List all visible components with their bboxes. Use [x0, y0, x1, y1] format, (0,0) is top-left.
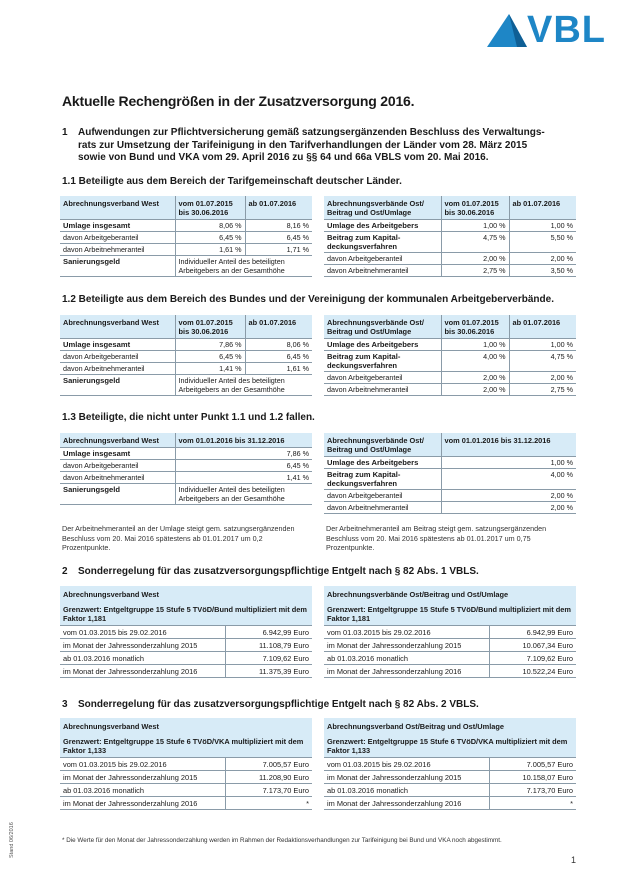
row-value: 7.173,70 Euro: [489, 784, 576, 797]
table-header-row: [60, 586, 312, 602]
row-label: im Monat der Jahressonderzahlung 2016: [60, 665, 225, 678]
header-cell: Abrechnungsverbände Ost/ Beitrag und Ost/Umlage: [324, 315, 441, 339]
row-value: 1,00 %: [441, 457, 576, 469]
table-header-row: [60, 734, 312, 758]
table-row: [324, 797, 576, 810]
table-header-row: [60, 433, 312, 448]
table-row: [60, 758, 312, 771]
section-3-number: 3: [62, 699, 68, 710]
table-row: [60, 460, 312, 472]
table-row: [60, 797, 312, 810]
row-value: 7,86 %: [175, 339, 245, 351]
row-label: Beitrag zum Kapital-deckungsverfahren: [324, 232, 441, 253]
row-label: Sanierungsgeld: [60, 484, 175, 505]
table-3-ost: [324, 718, 576, 810]
section-1-line: rats zur Umsetzung der Tarifeinigung in den Tarifverhandlungen der Länder vom 28. März 2015: [78, 139, 528, 151]
note-ost: Der Arbeitnehmeranteil am Beitrag steigt gem. satzungsergänzenden Beschluss vom 20. Mai 2016 spätestens ab 01.01.2017 um 0,75 Prozentpunkte.: [326, 524, 547, 552]
row-label: Umlage des Arbeitgebers: [324, 339, 441, 351]
row-label: davon Arbeitgeberanteil: [60, 460, 175, 472]
header-cell: vom 01.07.2015 bis 30.06.2016: [441, 196, 509, 220]
row-label: davon Arbeitnehmeranteil: [60, 472, 175, 484]
section-1-line: sowie von Bund und VKA vom 29. April 2016 zu §§ 64 und 66a VBLS vom 20. Mai 2016.: [78, 152, 489, 163]
row-value: 1,41 %: [175, 363, 245, 375]
row-value: 1,00 %: [509, 339, 576, 351]
document-title: Aktuelle Rechengrößen in der Zusatzversorgung 2016.: [62, 93, 415, 109]
row-value: 8,06 %: [175, 220, 245, 232]
vbl-triangle-icon: [487, 14, 527, 48]
table-row: [60, 639, 312, 652]
header-cell: Grenzwert: Entgeltgruppe 15 Stufe 5 TVöD/Bund multipliziert mit dem Faktor 1,181: [60, 602, 312, 626]
row-value: 6,45 %: [175, 460, 312, 472]
row-value: 7.109,62 Euro: [225, 652, 312, 665]
row-label: vom 01.03.2015 bis 29.02.2016: [60, 758, 225, 771]
row-value: 1,61 %: [245, 363, 312, 375]
section-1-text: [78, 127, 578, 165]
row-label: Beitrag zum Kapital-deckungsverfahren: [324, 351, 441, 372]
table-header-row: [60, 315, 312, 339]
row-label: Umlage insgesamt: [60, 448, 175, 460]
table-row: [60, 244, 312, 256]
table-row: [60, 472, 312, 484]
table-header-row: [60, 196, 312, 220]
header-cell: ab 01.07.2016: [245, 315, 312, 339]
row-label: Beitrag zum Kapital-deckungsverfahren: [324, 469, 441, 490]
row-value: 1,00 %: [441, 339, 509, 351]
row-value: 8,06 %: [245, 339, 312, 351]
row-value: 4,75 %: [509, 351, 576, 372]
section-1-number: 1: [62, 127, 68, 138]
table-1-1-ost: [324, 196, 576, 277]
row-value: Individueller Anteil des beteiligten Arbeitgebers an der Gesamthöhe: [175, 375, 312, 396]
table-header-row: [324, 315, 576, 339]
section-1-2-heading: 1.2 Beteiligte aus dem Bereich des Bundes und der Vereinigung der kommunalen Arbeitgeberverbände.: [62, 294, 554, 305]
table-row: [60, 771, 312, 784]
table-row: [60, 256, 312, 277]
table-row: [324, 758, 576, 771]
table-row: [324, 626, 576, 639]
note-west: Der Arbeitnehmeranteil an der Umlage steigt gem. satzungsergänzenden Beschluss vom 20. Mai 2016 spätestens ab 01.01.2017 um 0,2 Prozentpunkte.: [62, 524, 295, 552]
row-label: davon Arbeitgeberanteil: [324, 253, 441, 265]
section-2-number: 2: [62, 566, 68, 577]
header-cell: vom 01.07.2015 bis 30.06.2016: [175, 196, 245, 220]
table-row: [324, 384, 576, 396]
header-cell: Abrechnungsverband West: [60, 196, 175, 220]
table-row: [324, 220, 576, 232]
row-label: davon Arbeitnehmeranteil: [324, 265, 441, 277]
table-header-row: [324, 734, 576, 758]
row-value: 6,45 %: [175, 351, 245, 363]
table-row: [324, 253, 576, 265]
table-1-3-ost: [324, 433, 576, 514]
table-row: [60, 232, 312, 244]
row-label: ab 01.03.2016 monatlich: [324, 652, 489, 665]
header-cell: Abrechnungsverband West: [60, 315, 175, 339]
table-row: [60, 784, 312, 797]
header-cell: vom 01.01.2016 bis 31.12.2016: [441, 433, 576, 457]
row-label: vom 01.03.2015 bis 29.02.2016: [324, 758, 489, 771]
row-label: im Monat der Jahressonderzahlung 2015: [324, 771, 489, 784]
header-cell: Grenzwert: Entgeltgruppe 15 Stufe 6 TVöD/VKA multipliziert mit dem Faktor 1,133: [60, 734, 312, 758]
table-row: [60, 375, 312, 396]
row-label: im Monat der Jahressonderzahlung 2015: [60, 771, 225, 784]
row-label: davon Arbeitgeberanteil: [324, 372, 441, 384]
header-cell: vom 01.07.2015 bis 30.06.2016: [175, 315, 245, 339]
row-value: 1,00 %: [441, 220, 509, 232]
row-value: 5,50 %: [509, 232, 576, 253]
header-cell: Abrechnungsverband West: [60, 433, 175, 448]
section-1-line: Aufwendungen zur Pflichtversicherung gemäß satzungsergänzenden Beschluss des Verwaltungs-: [78, 127, 545, 138]
header-cell: Grenzwert: Entgeltgruppe 15 Stufe 5 TVöD/Bund multipliziert mit dem Faktor 1,181: [324, 602, 576, 626]
table-row: [324, 339, 576, 351]
row-value: 6,45 %: [245, 232, 312, 244]
vbl-logo-text: VBL: [527, 9, 606, 51]
row-value: 6.942,99 Euro: [225, 626, 312, 639]
footnote: * Die Werte für den Monat der Jahressonderzahlung werden im Rahmen der Redaktionsverhandlungen zur Tarifeinigung bei Bund und VKA noch abgestimmt.: [62, 837, 502, 844]
row-value: 3,50 %: [509, 265, 576, 277]
row-label: davon Arbeitgeberanteil: [324, 490, 441, 502]
table-row: [324, 265, 576, 277]
table-1-1-west: [60, 196, 312, 277]
row-label: davon Arbeitnehmeranteil: [324, 384, 441, 396]
table-row: [324, 502, 576, 514]
table-row: [60, 220, 312, 232]
table-row: [324, 652, 576, 665]
row-label: vom 01.03.2015 bis 29.02.2016: [324, 626, 489, 639]
section-2-heading: Sonderregelung für das zusatzversorgungspflichtige Entgelt nach § 82 Abs. 1 VBLS.: [78, 566, 479, 577]
row-value: 2,00 %: [509, 253, 576, 265]
row-value: 7,86 %: [175, 448, 312, 460]
row-label: ab 01.03.2016 monatlich: [324, 784, 489, 797]
table-1-2-west: [60, 315, 312, 396]
row-label: Umlage des Arbeitgebers: [324, 220, 441, 232]
row-value: 4,00 %: [441, 469, 576, 490]
table-row: [60, 665, 312, 678]
row-label: im Monat der Jahressonderzahlung 2016: [324, 665, 489, 678]
table-header-row: [324, 586, 576, 602]
table-row: [60, 652, 312, 665]
header-cell: vom 01.01.2016 bis 31.12.2016: [175, 433, 312, 448]
row-value: 7.005,57 Euro: [225, 758, 312, 771]
row-label: Umlage insgesamt: [60, 220, 175, 232]
row-label: Sanierungsgeld: [60, 256, 175, 277]
row-label: davon Arbeitnehmeranteil: [324, 502, 441, 514]
row-value: 2,75 %: [441, 265, 509, 277]
header-cell: ab 01.07.2016: [245, 196, 312, 220]
row-label: Umlage insgesamt: [60, 339, 175, 351]
row-label: im Monat der Jahressonderzahlung 2016: [60, 797, 225, 810]
row-value: 7.173,70 Euro: [225, 784, 312, 797]
vbl-logo: [487, 9, 609, 51]
page-number: 1: [571, 855, 577, 865]
row-value: 10.067,34 Euro: [489, 639, 576, 652]
table-1-2-ost: [324, 315, 576, 396]
table-3-west: [60, 718, 312, 810]
row-value: 1,41 %: [175, 472, 312, 484]
section-1-3-heading: 1.3 Beteiligte, die nicht unter Punkt 1.1 und 1.2 fallen.: [62, 412, 315, 423]
row-value: 11.208,90 Euro: [225, 771, 312, 784]
row-label: im Monat der Jahressonderzahlung 2016: [324, 797, 489, 810]
row-label: davon Arbeitnehmeranteil: [60, 244, 175, 256]
header-cell: vom 01.07.2015 bis 30.06.2016: [441, 315, 509, 339]
stand-date: Stand 06/2016: [9, 822, 15, 858]
row-value: 10.158,07 Euro: [489, 771, 576, 784]
row-label: ab 01.03.2016 monatlich: [60, 784, 225, 797]
row-label: ab 01.03.2016 monatlich: [60, 652, 225, 665]
row-label: davon Arbeitgeberanteil: [60, 351, 175, 363]
section-3-heading: Sonderregelung für das zusatzversorgungspflichtige Entgelt nach § 82 Abs. 2 VBLS.: [78, 699, 479, 710]
table-2-ost: [324, 586, 576, 678]
row-value: 4,75 %: [441, 232, 509, 253]
row-value: 6,45 %: [245, 351, 312, 363]
table-row: [60, 626, 312, 639]
table-header-row: [60, 602, 312, 626]
header-cell: ab 01.07.2016: [509, 196, 576, 220]
row-value: 7.109,62 Euro: [489, 652, 576, 665]
row-value: *: [225, 797, 312, 810]
row-value: 6.942,99 Euro: [489, 626, 576, 639]
table-row: [324, 469, 576, 490]
row-value: 1,61 %: [175, 244, 245, 256]
row-value: 2,00 %: [441, 253, 509, 265]
table-row: [324, 372, 576, 384]
row-value: 11.108,79 Euro: [225, 639, 312, 652]
row-label: im Monat der Jahressonderzahlung 2015: [324, 639, 489, 652]
section-1-1-heading: 1.1 Beteiligte aus dem Bereich der Tarifgemeinschaft deutscher Länder.: [62, 176, 402, 187]
table-2-west: [60, 586, 312, 678]
row-label: im Monat der Jahressonderzahlung 2015: [60, 639, 225, 652]
table-row: [60, 363, 312, 375]
row-value: 8,16 %: [245, 220, 312, 232]
row-label: davon Arbeitnehmeranteil: [60, 363, 175, 375]
row-value: 10.522,24 Euro: [489, 665, 576, 678]
table-row: [324, 351, 576, 372]
row-value: 2,00 %: [441, 372, 509, 384]
row-value: 2,00 %: [441, 502, 576, 514]
row-value: 4,00 %: [441, 351, 509, 372]
row-value: 6,45 %: [175, 232, 245, 244]
table-row: [60, 448, 312, 460]
row-value: Individueller Anteil des beteiligten Arbeitgebers an der Gesamthöhe: [175, 256, 312, 277]
table-1-3-west: [60, 433, 312, 505]
row-label: vom 01.03.2015 bis 29.02.2016: [60, 626, 225, 639]
row-value: 1,00 %: [509, 220, 576, 232]
table-row: [324, 771, 576, 784]
table-row: [324, 784, 576, 797]
row-value: 2,00 %: [509, 372, 576, 384]
row-value: 2,00 %: [441, 490, 576, 502]
row-value: 11.375,39 Euro: [225, 665, 312, 678]
row-value: 2,75 %: [509, 384, 576, 396]
row-value: 7.005,57 Euro: [489, 758, 576, 771]
table-header-row: [324, 433, 576, 457]
header-cell: Abrechnungsverbände Ost/ Beitrag und Ost/Umlage: [324, 196, 441, 220]
table-header-row: [324, 602, 576, 626]
table-header-row: [324, 196, 576, 220]
table-row: [324, 665, 576, 678]
table-row: [60, 351, 312, 363]
header-cell: Abrechnungsverband West: [60, 718, 312, 734]
table-header-row: [60, 718, 312, 734]
row-value: 1,71 %: [245, 244, 312, 256]
header-cell: Abrechnungsverbände Ost/Beitrag und Ost/Umlage: [324, 586, 576, 602]
table-row: [60, 339, 312, 351]
table-row: [324, 639, 576, 652]
row-label: Sanierungsgeld: [60, 375, 175, 396]
row-value: *: [489, 797, 576, 810]
header-cell: Abrechnungsverbände Ost/ Beitrag und Ost/Umlage: [324, 433, 441, 457]
table-row: [324, 490, 576, 502]
header-cell: Abrechnungsverband West: [60, 586, 312, 602]
table-row: [324, 457, 576, 469]
row-value: Individueller Anteil des beteiligten Arbeitgebers an der Gesamthöhe: [175, 484, 312, 505]
row-value: 2,00 %: [441, 384, 509, 396]
row-label: Umlage des Arbeitgebers: [324, 457, 441, 469]
table-row: [324, 232, 576, 253]
header-cell: Abrechnungsverband Ost/Beitrag und Ost/Umlage: [324, 718, 576, 734]
table-header-row: [324, 718, 576, 734]
header-cell: Grenzwert: Entgeltgruppe 15 Stufe 6 TVöD/VKA multipliziert mit dem Faktor 1,133: [324, 734, 576, 758]
table-row: [60, 484, 312, 505]
header-cell: ab 01.07.2016: [509, 315, 576, 339]
row-label: davon Arbeitgeberanteil: [60, 232, 175, 244]
